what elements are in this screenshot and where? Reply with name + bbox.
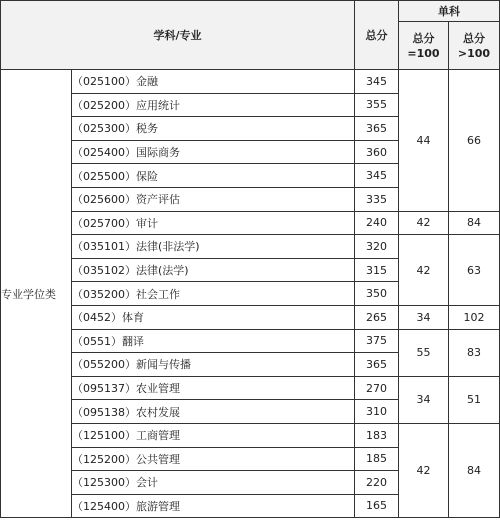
gt100-score-cell: 84 (449, 423, 500, 517)
gt100-score-cell: 63 (449, 235, 500, 306)
total-score-cell: 185 (355, 447, 399, 471)
major-cell: （125100）工商管理 (72, 423, 355, 447)
major-cell: （095138）农村发展 (72, 400, 355, 424)
table-row (1, 235, 500, 259)
eq100-score-cell: 34 (399, 305, 449, 329)
major-cell: （025700）审计 (72, 211, 355, 235)
total-score-cell: 315 (355, 258, 399, 282)
header-eq100-line1: 总分 (412, 31, 435, 45)
eq100-score-cell: 44 (399, 70, 449, 212)
header-eq100 (399, 22, 449, 70)
major-cell: （025300）税务 (72, 117, 355, 141)
major-cell: （125400）旅游管理 (72, 494, 355, 518)
header-gt100-line2: >100 (457, 46, 491, 60)
header-total: 总分 (355, 1, 399, 70)
header-gt100 (449, 22, 500, 70)
header-single-subject: 单科 (399, 1, 500, 22)
total-score-cell: 345 (355, 70, 399, 94)
header-gt100-line1: 总分 (463, 31, 485, 45)
gt100-score-cell: 84 (449, 211, 500, 235)
major-cell: （035200）社会工作 (72, 282, 355, 306)
gt100-score-cell: 51 (449, 376, 500, 423)
total-score-cell: 265 (355, 305, 399, 329)
table-row (1, 70, 500, 94)
total-score-cell: 355 (355, 93, 399, 117)
gt100-score-cell: 102 (449, 305, 500, 329)
total-score-cell: 310 (355, 400, 399, 424)
total-score-cell: 350 (355, 282, 399, 306)
major-cell: （0452）体育 (72, 305, 355, 329)
gt100-score-cell: 83 (449, 329, 500, 376)
table-row (1, 376, 500, 400)
table-row (1, 423, 500, 447)
total-score-cell: 320 (355, 235, 399, 259)
major-cell: （025100）金融 (72, 70, 355, 94)
total-score-cell: 183 (355, 423, 399, 447)
header-eq100-line2: =100 (407, 46, 440, 60)
major-cell: （035102）法律(法学) (72, 258, 355, 282)
total-score-cell: 270 (355, 376, 399, 400)
eq100-score-cell: 34 (399, 376, 449, 423)
major-cell: （095137）农业管理 (72, 376, 355, 400)
table-row (1, 211, 500, 235)
total-score-cell: 365 (355, 117, 399, 141)
eq100-score-cell: 42 (399, 423, 449, 517)
gt100-score-cell: 66 (449, 70, 500, 212)
major-cell: （025600）资产评估 (72, 187, 355, 211)
total-score-cell: 240 (355, 211, 399, 235)
total-score-cell: 220 (355, 471, 399, 495)
major-cell: （125300）会计 (72, 471, 355, 495)
table-row (1, 305, 500, 329)
eq100-score-cell: 42 (399, 211, 449, 235)
category-cell: 专业学位类 (1, 70, 72, 518)
total-score-cell: 360 (355, 140, 399, 164)
total-score-cell: 335 (355, 187, 399, 211)
major-cell: （055200）新闻与传播 (72, 353, 355, 377)
major-cell: （035101）法律(非法学) (72, 235, 355, 259)
major-cell: （125200）公共管理 (72, 447, 355, 471)
eq100-score-cell: 42 (399, 235, 449, 306)
total-score-cell: 375 (355, 329, 399, 353)
eq100-score-cell: 55 (399, 329, 449, 376)
major-cell: （025500）保险 (72, 164, 355, 188)
total-score-cell: 165 (355, 494, 399, 518)
total-score-cell: 365 (355, 353, 399, 377)
major-cell: （025400）国际商务 (72, 140, 355, 164)
major-cell: （0551）翻译 (72, 329, 355, 353)
table-row (1, 329, 500, 353)
major-cell: （025200）应用统计 (72, 93, 355, 117)
total-score-cell: 345 (355, 164, 399, 188)
header-major: 学科/专业 (1, 1, 355, 70)
